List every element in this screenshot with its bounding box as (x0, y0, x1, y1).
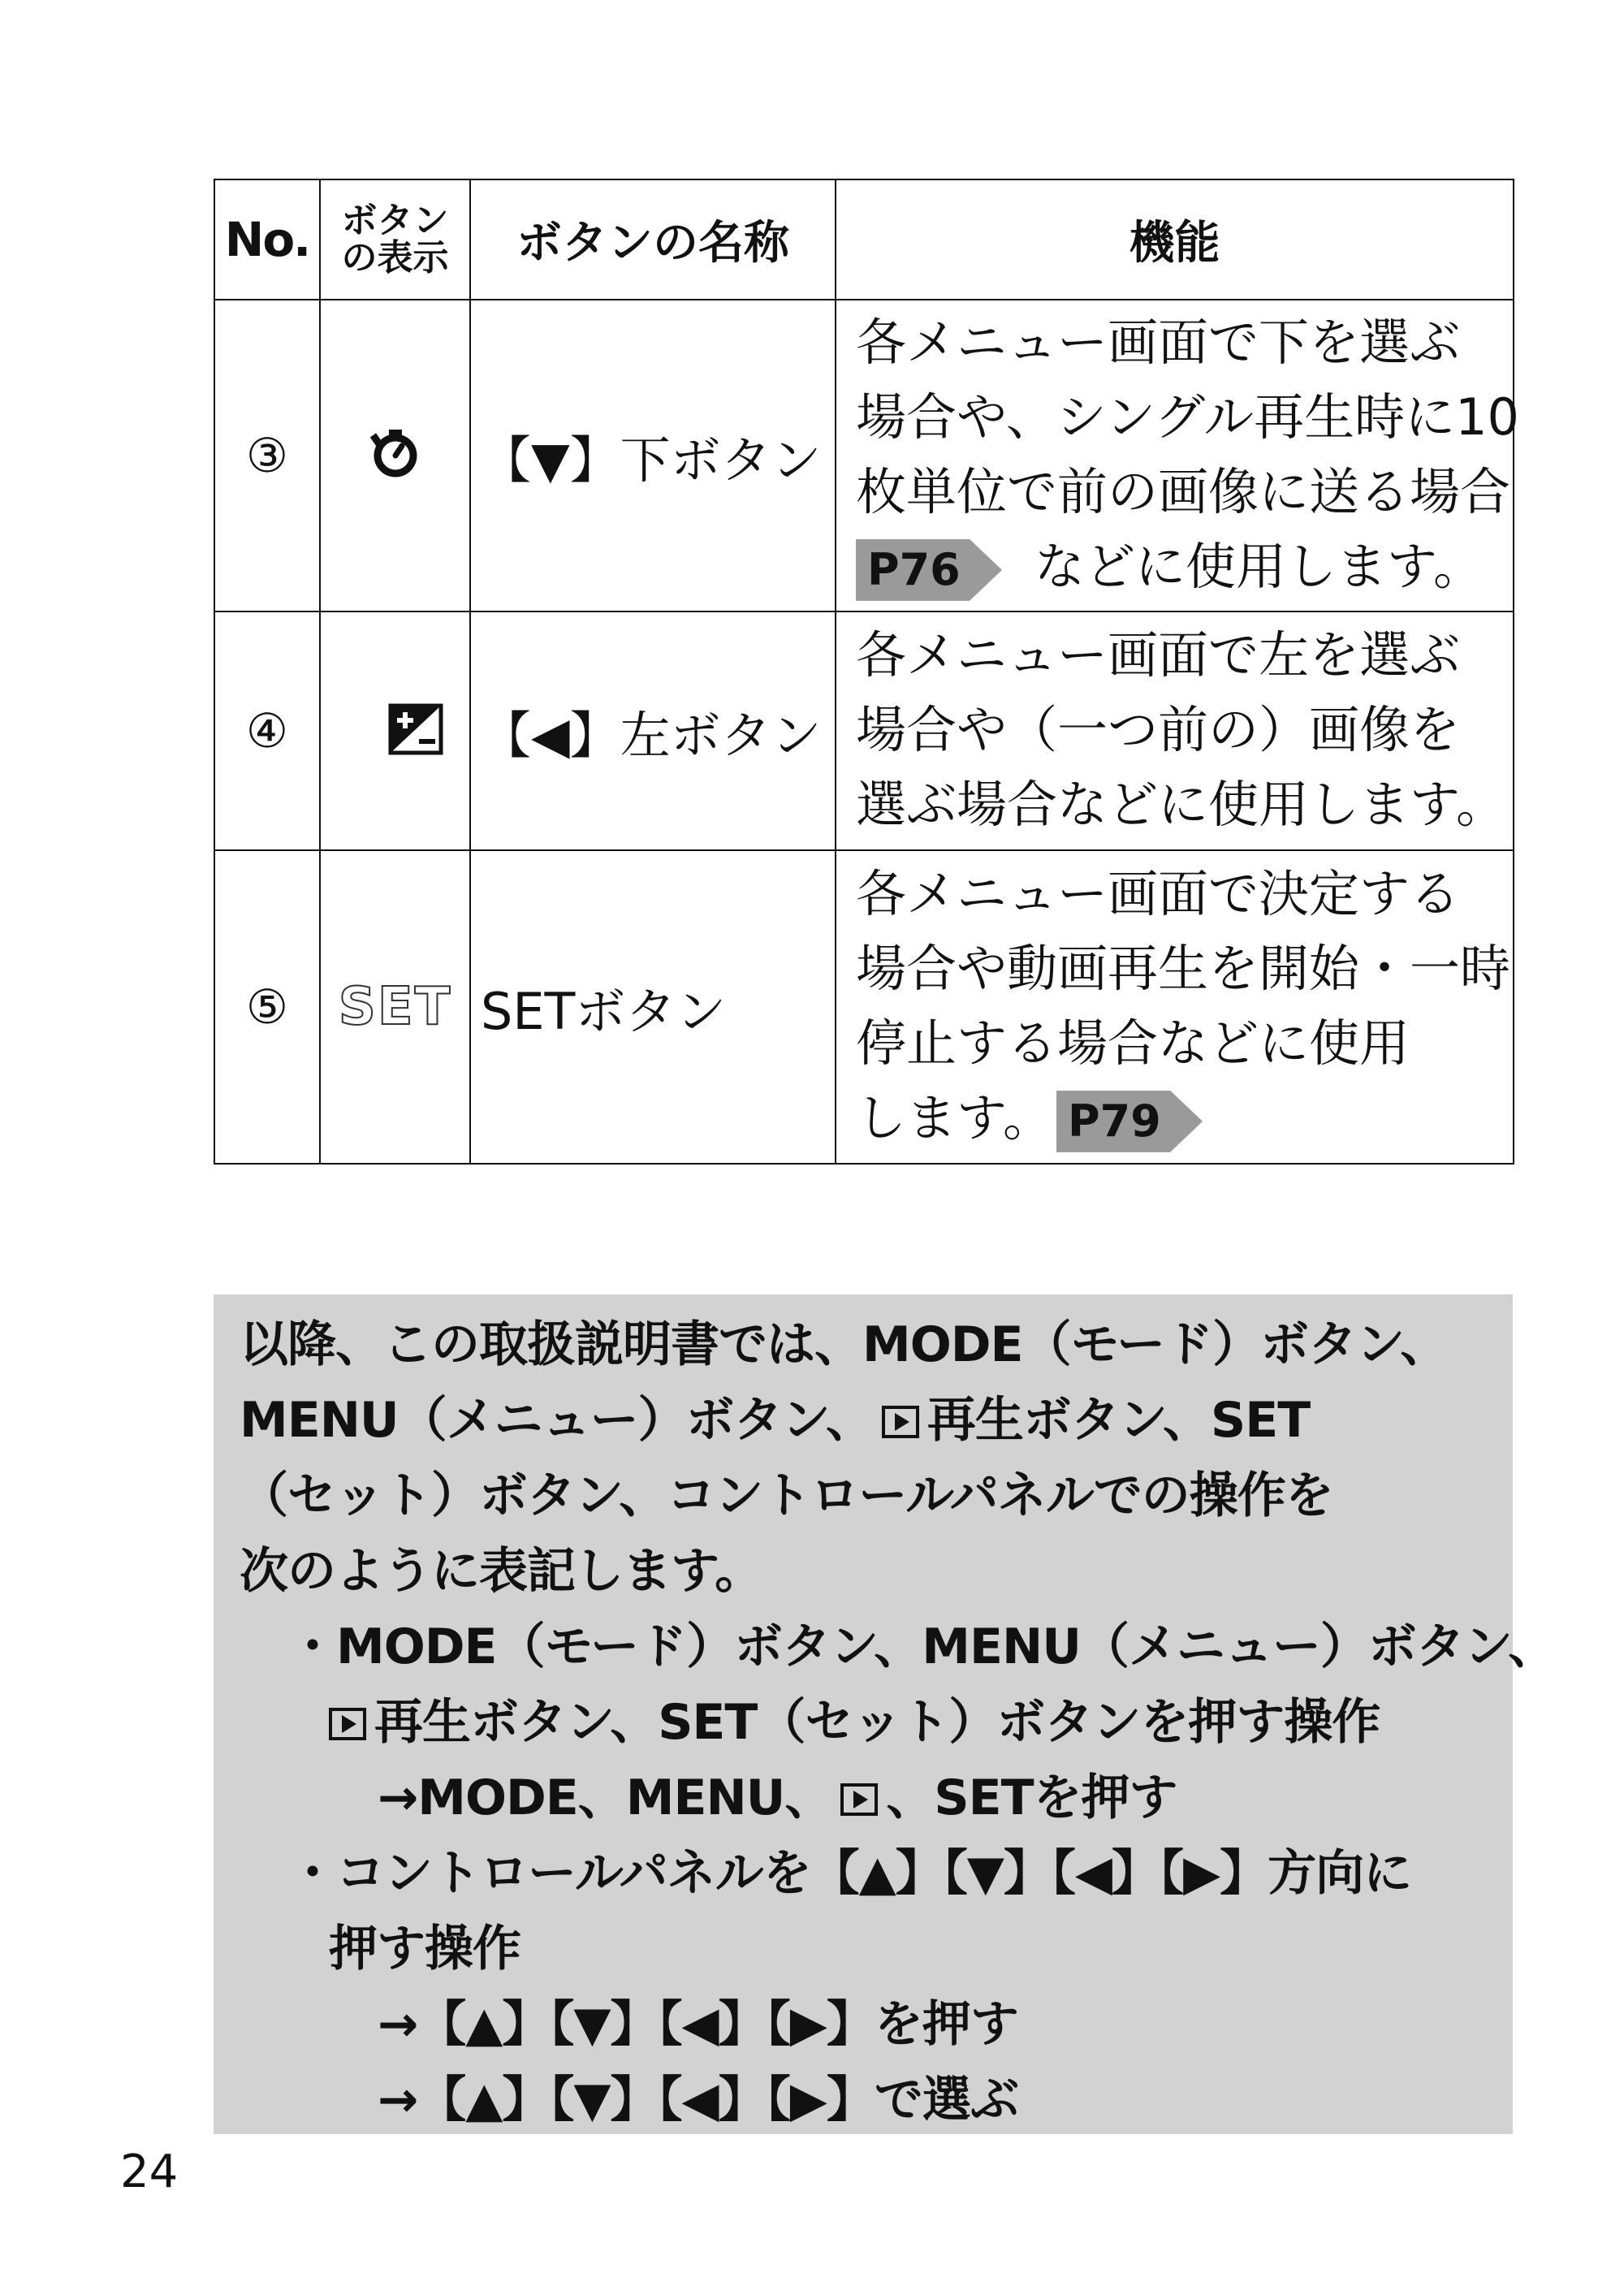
set-button-glyph: SET (338, 977, 452, 1037)
note-text: →MODE、MENU、 (378, 1770, 833, 1826)
note-line: →【▲】【▼】【◀】【▶】を押す (378, 1996, 1018, 2053)
button-name: SETボタン (470, 850, 836, 1164)
button-display-cell (320, 850, 470, 1164)
note-bullet: ・MODE（モード）ボタン、MENU（メニュー）ボタン、 (288, 1618, 1557, 1675)
play-icon (882, 1406, 919, 1438)
button-name: 【◀】左ボタン (470, 611, 836, 850)
row-number: ④ (214, 611, 320, 850)
note-text: MENU（メニュー）ボタン、 (240, 1392, 874, 1449)
function-line: 場合や、シングル再生時に10 (856, 387, 1520, 447)
page-reference-label: P79 (1068, 1095, 1161, 1147)
note-line: →【▲】【▼】【◀】【▶】で選ぶ (378, 2072, 1018, 2128)
table-row (214, 300, 1514, 611)
function-line: 場合や動画再生を開始・一時 (856, 939, 1511, 998)
self-timer-icon (369, 428, 421, 480)
note-line (240, 1761, 1497, 1836)
button-function (836, 850, 1514, 1164)
function-line: 枚単位で前の画像に送る場合 (856, 462, 1511, 521)
function-line: 停止する場合などに使用 (856, 1013, 1410, 1073)
note-text: 、SETを押す (886, 1770, 1177, 1826)
table-row (214, 850, 1514, 1164)
function-line-tail: などに使用します。 (1034, 537, 1484, 596)
page-reference-p76[interactable] (856, 539, 1002, 601)
note-line: 押す操作 (329, 1921, 520, 1977)
notation-note-box (214, 1294, 1557, 2134)
button-display-cell (320, 300, 470, 611)
note-line: （セット）ボタン、コントロールパネルでの操作を (240, 1467, 1333, 1524)
header-no: No. (214, 179, 320, 300)
button-function-table (214, 179, 1520, 1165)
table-row (214, 611, 1514, 850)
play-icon (329, 1708, 366, 1740)
function-line: 選ぶ場合などに使用します。 (856, 775, 1507, 834)
function-line (856, 529, 1506, 604)
header-display-line2: の表示 (341, 237, 449, 279)
function-line: 場合や（一つ前の）画像を (856, 700, 1461, 759)
header-button-name: ボタンの名称 (470, 179, 836, 300)
function-line-text: します。 (856, 1088, 1054, 1147)
note-text: 再生ボタン、SET (926, 1392, 1311, 1449)
table-header-row (214, 179, 1514, 300)
play-icon (840, 1783, 878, 1816)
button-name: 【▼】下ボタン (470, 300, 836, 611)
row-number: ⑤ (214, 850, 320, 1164)
note-line (240, 1383, 1497, 1458)
note-line: 次のように表記します。 (240, 1543, 763, 1600)
button-display-cell (320, 611, 470, 850)
button-function (836, 300, 1520, 611)
function-line: 各メニュー画面で下を選ぶ (856, 313, 1461, 372)
function-line (856, 1081, 1506, 1156)
header-button-display (320, 179, 470, 300)
row-number: ③ (214, 300, 320, 611)
header-display-line1: ボタン (341, 200, 449, 241)
function-line: 各メニュー画面で左を選ぶ (856, 625, 1461, 685)
page-number: 24 (120, 2146, 179, 2198)
note-line: 以降、この取扱説明書では、MODE（モード）ボタン、 (240, 1316, 1449, 1373)
page-reference-label: P76 (867, 543, 961, 595)
exposure-compensation-icon (388, 703, 443, 755)
page-reference-p79[interactable] (1056, 1091, 1203, 1152)
button-function (836, 611, 1514, 850)
header-function: 機能 (836, 179, 1514, 300)
note-bullet: ・コントロールパネルを【▲】【▼】【◀】【▶】方向に (288, 1845, 1412, 1902)
function-line: 各メニュー画面で決定する (856, 864, 1461, 923)
note-line (240, 1685, 1497, 1761)
note-text: 再生ボタン、SET（セット）ボタンを押す操作 (374, 1694, 1380, 1751)
